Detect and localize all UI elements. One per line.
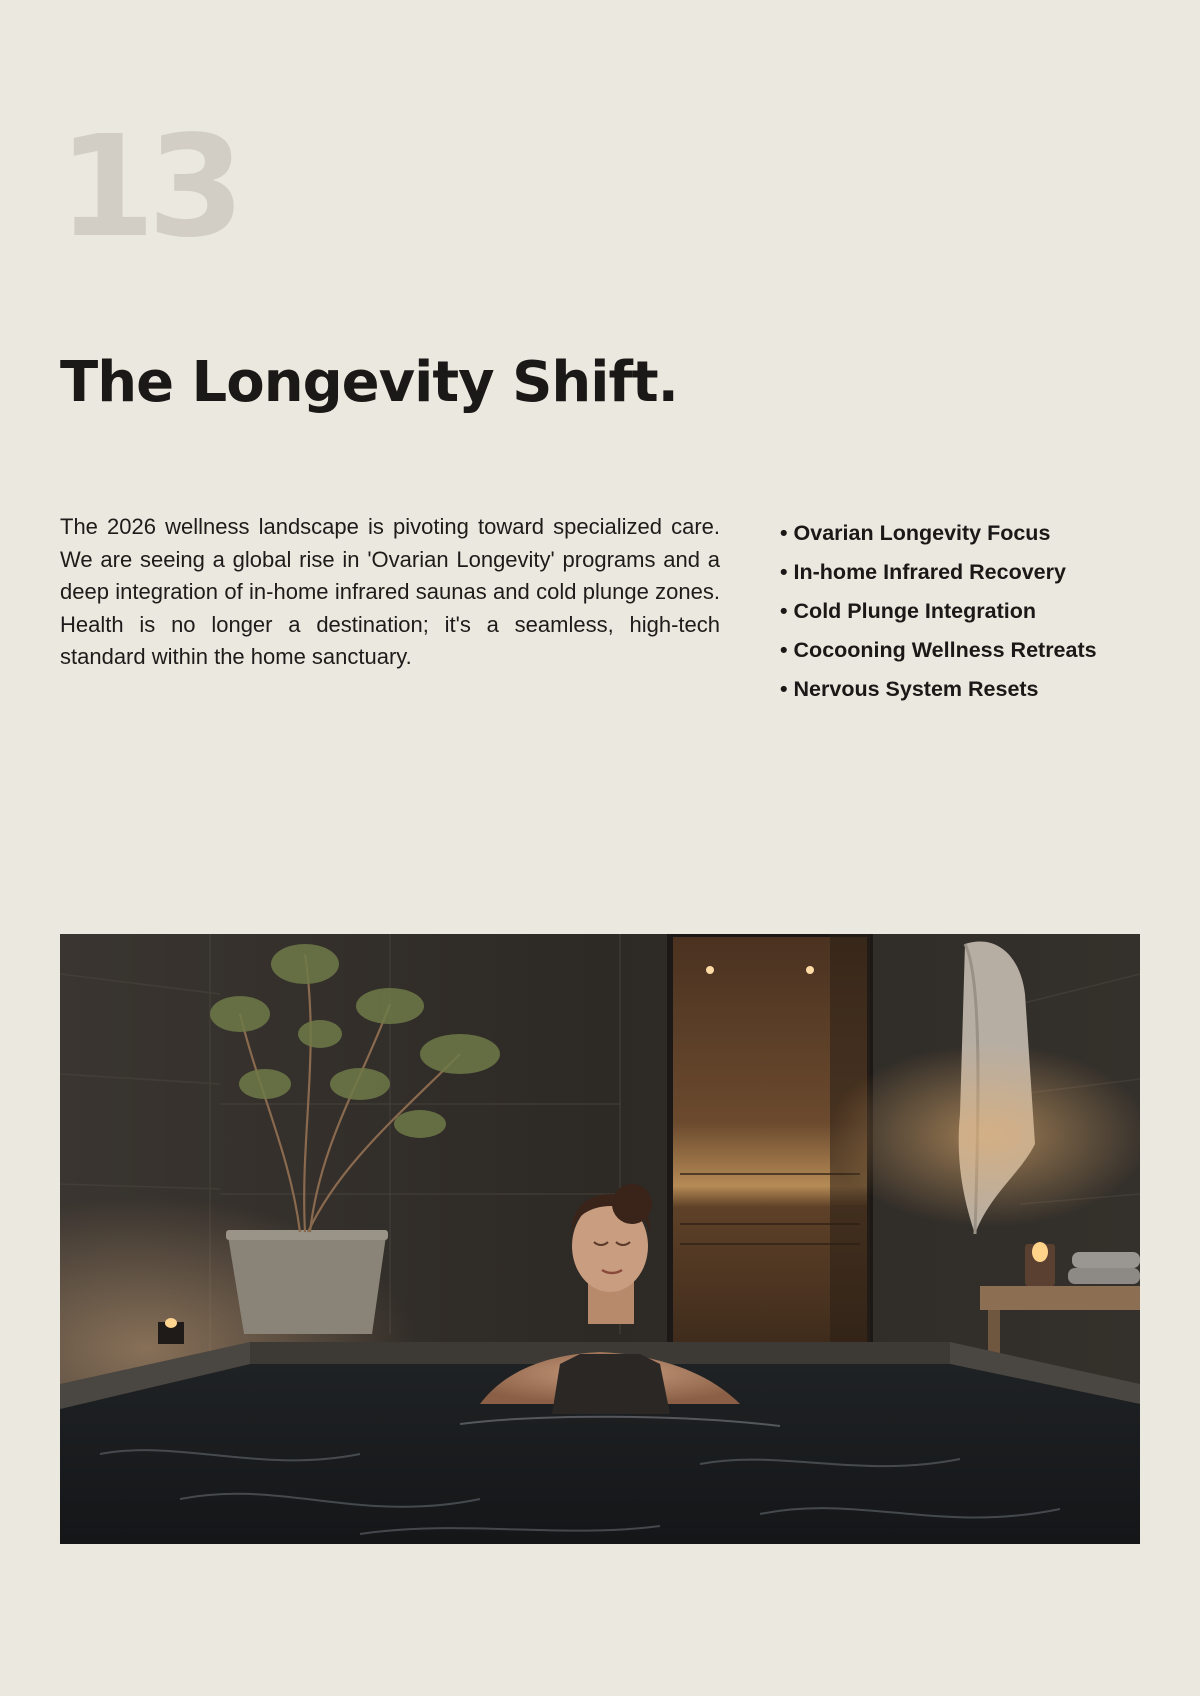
bullet-icon: •: [780, 521, 788, 545]
list-item: [780, 553, 1160, 592]
spa-cold-plunge-photo: [60, 934, 1140, 1544]
page-number: 13: [58, 106, 237, 269]
page-title: The Longevity Shift.: [60, 350, 678, 415]
list-item: [780, 631, 1160, 670]
body-paragraph: The 2026 wellness landscape is pivoting toward specialized care. We are seeing a global rise in 'Ovarian Longevity' programs and a deep integration of in-home infrared saunas and cold plunge zones. Health is no longer a destination; it's a seamless, high-tech standard within the home sanctuary.: [60, 514, 720, 669]
list-item-label: In-home Infrared Recovery: [793, 560, 1066, 584]
list-item-label: Cocooning Wellness Retreats: [793, 638, 1097, 662]
list-item: [780, 592, 1160, 631]
bullet-icon: •: [780, 638, 788, 662]
highlights-list: [780, 514, 1160, 709]
bullet-icon: •: [780, 599, 788, 623]
spa-illustration: [60, 934, 1140, 1544]
list-item: [780, 670, 1160, 709]
list-item: [780, 514, 1160, 553]
bullet-icon: •: [780, 560, 788, 584]
bullet-icon: •: [780, 677, 788, 701]
list-item-label: Cold Plunge Integration: [793, 599, 1036, 623]
list-item-label: Nervous System Resets: [793, 677, 1039, 701]
list-item-label: Ovarian Longevity Focus: [793, 521, 1051, 545]
